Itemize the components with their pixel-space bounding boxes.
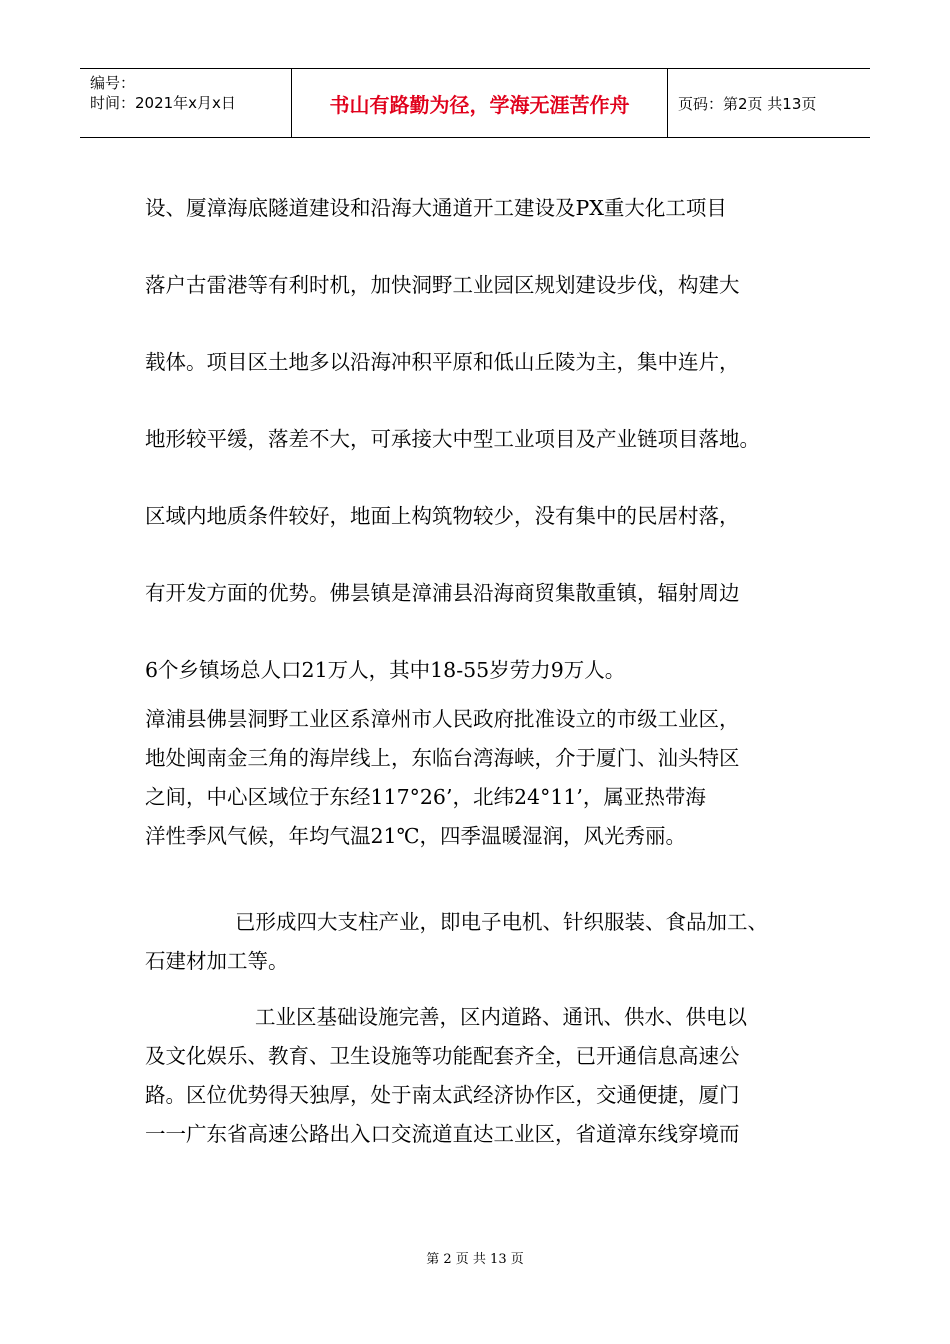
text-line: 已形成四大支柱产业，即电子电机、针织服装、食品加工、 (235, 910, 768, 934)
text-line: 区域内地质条件较好，地面上构筑物较少，没有集中的民居村落， (145, 504, 740, 528)
text-line: 漳浦县佛昙洞野工业区系漳州市人民政府批准设立的市级工业区， (145, 707, 740, 731)
text-line: 洋性季风气候，年均气温21℃，四季温暖湿润，风光秀丽。 (145, 824, 687, 848)
text-line: 工业区基础设施完善，区内道路、通讯、供水、供电以 (255, 1005, 747, 1029)
text-line: 6个乡镇场总人口21万人，其中18-55岁劳力9万人。 (145, 658, 626, 682)
text-line: 一一广东省高速公路出入口交流道直达工业区，省道漳东线穿境而 (145, 1122, 740, 1146)
text-line: 路。区位优势得天独厚，处于南太武经济协作区，交通便捷，厦门 (145, 1083, 740, 1107)
page-header (80, 68, 870, 138)
text-line: 石建材加工等。 (145, 949, 289, 973)
header-meta (80, 69, 292, 137)
text-line: 设、厦漳海底隧道建设和沿海大通道开工建设及PX重大化工项目 (145, 196, 727, 220)
paragraph-2 (145, 700, 825, 856)
text-line: 落户古雷港等有利时机，加快洞野工业园区规划建设步伐，构建大 (145, 273, 740, 297)
header-page-info: 页码：第2页 共13页 (678, 94, 817, 113)
text-line: 地形较平缓，落差不大，可承接大中型工业项目及产业链项目落地。 (145, 427, 760, 451)
paragraph-1 (145, 170, 825, 709)
text-line: 及文化娱乐、教育、卫生设施等功能配套齐全，已开通信息高速公 (145, 1044, 740, 1068)
document-number-label: 编号： (90, 74, 136, 92)
text-line: 有开发方面的优势。佛昙镇是漳浦县沿海商贸集散重镇，辐射周边 (145, 581, 740, 605)
header-motto: 书山有路勤为径，学海无涯苦作舟 (292, 69, 668, 137)
document-date: 时间：2021年x月x日 (90, 94, 236, 112)
text-line: 载体。项目区土地多以沿海冲积平原和低山丘陵为主，集中连片， (145, 350, 740, 374)
text-line: 之间，中心区域位于东经117°26’，北纬24°11’，属亚热带海 (145, 785, 706, 809)
paragraph-4 (145, 998, 825, 1154)
text-line: 地处闽南金三角的海岸线上，东临台湾海峡，介于厦门、汕头特区 (145, 746, 740, 770)
paragraph-3 (145, 903, 825, 981)
page-footer: 第 2 页 共 13 页 (426, 1252, 524, 1267)
